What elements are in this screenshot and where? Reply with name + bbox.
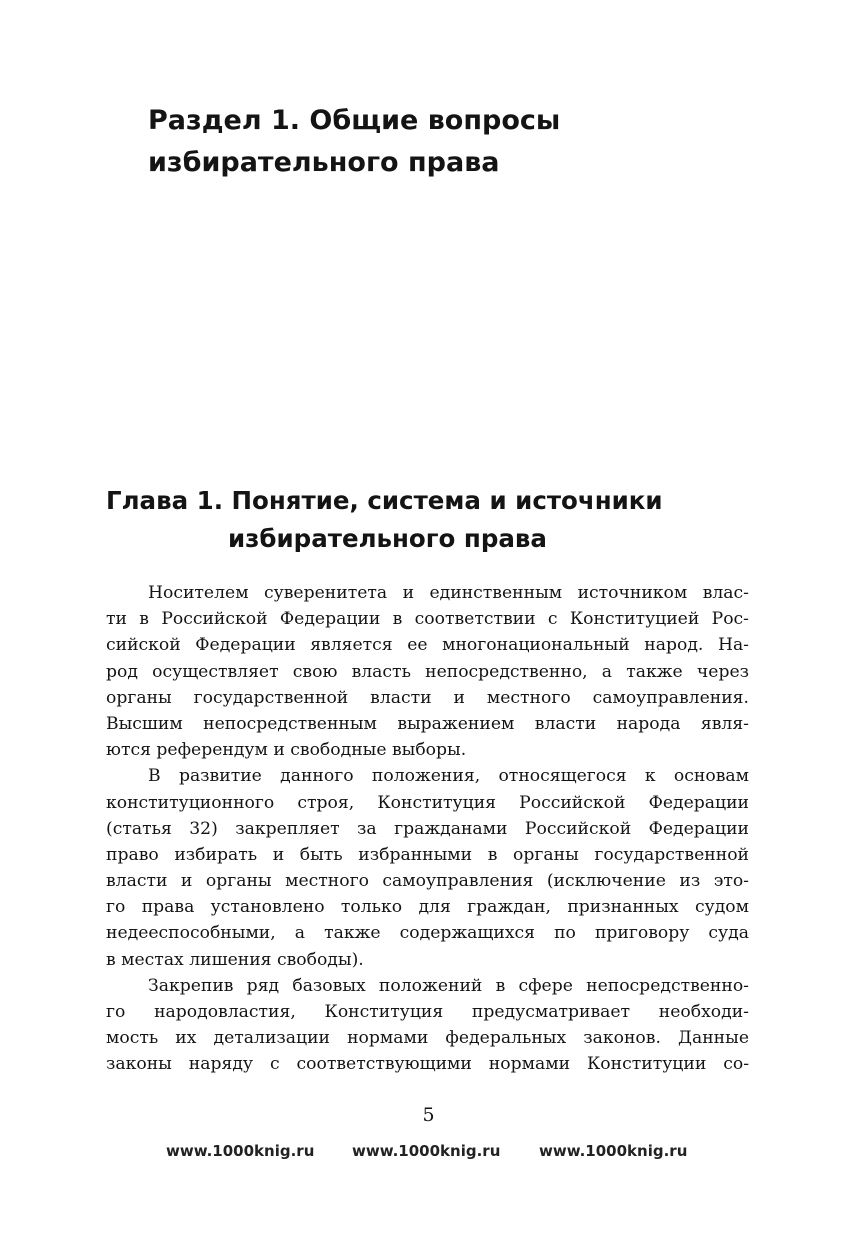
paragraph-2-line: в местах лишения свободы).: [106, 949, 364, 970]
paragraph-1-line: органы государственной власти и местного самоуправления.: [106, 687, 749, 708]
chapter-title-line-2: избирательного права: [228, 524, 547, 553]
section-title-line-2: избирательного права: [148, 147, 500, 178]
paragraph-1-line: сийской Федерации является ее многонациональный народ. На-: [106, 635, 749, 656]
paragraph-1-line: ти в Российской Федерации в соответствии с Конституцией Рос-: [106, 609, 749, 630]
paragraph-3-line: мость их детализации нормами федеральных законов. Данные: [106, 1028, 749, 1049]
paragraph-2-line: В развитие данного положения, относящегося к основам: [148, 766, 749, 787]
section-title-line-1: Раздел 1. Общие вопросы: [148, 105, 561, 136]
footer-link-2[interactable]: www.1000knig.ru: [352, 1142, 501, 1160]
paragraph-1-line: Носителем суверенитета и единственным источником влас-: [148, 583, 749, 603]
paragraph-2-line: право избирать и быть избранными в органы государственной: [106, 844, 749, 865]
paragraph-2-line: го права установлено только для граждан, признанных судом: [106, 897, 749, 918]
section-title: [148, 100, 768, 184]
chapter-title-line-1: Глава 1. Понятие, система и источники: [106, 486, 663, 515]
paragraph-2-line: недееспособными, а также содержащихся по приговору суда: [106, 923, 749, 944]
paragraph-2-line: власти и органы местного самоуправления (исключение из это-: [106, 871, 749, 892]
paragraph-1-line: Высшим непосредственным выражением власти народа явля-: [106, 713, 749, 734]
paragraph-1-line: ются референдум и свободные выборы.: [106, 740, 467, 761]
paragraph-3-line: го народовластия, Конституция предусматривает необходи-: [106, 1002, 749, 1022]
paragraph-3-line: законы наряду с соответствующими нормами Конституции со-: [106, 1054, 749, 1075]
paragraph-2-line: конституционного строя, Конституция Российской Федерации: [106, 792, 749, 813]
body-text: [106, 580, 749, 1078]
footer-link-1[interactable]: www.1000knig.ru: [166, 1142, 315, 1160]
paragraph-1-line: род осуществляет свою власть непосредственно, а также через: [106, 661, 749, 682]
paragraph-2-line: (статья 32) закрепляет за гражданами Российской Федерации: [106, 818, 749, 839]
paragraph-3-line: Закрепив ряд базовых положений в сфере непосредственно-: [148, 975, 749, 996]
chapter-title: [106, 482, 766, 558]
page-number: 5: [422, 1104, 435, 1126]
footer-link-3[interactable]: www.1000knig.ru: [539, 1142, 688, 1160]
